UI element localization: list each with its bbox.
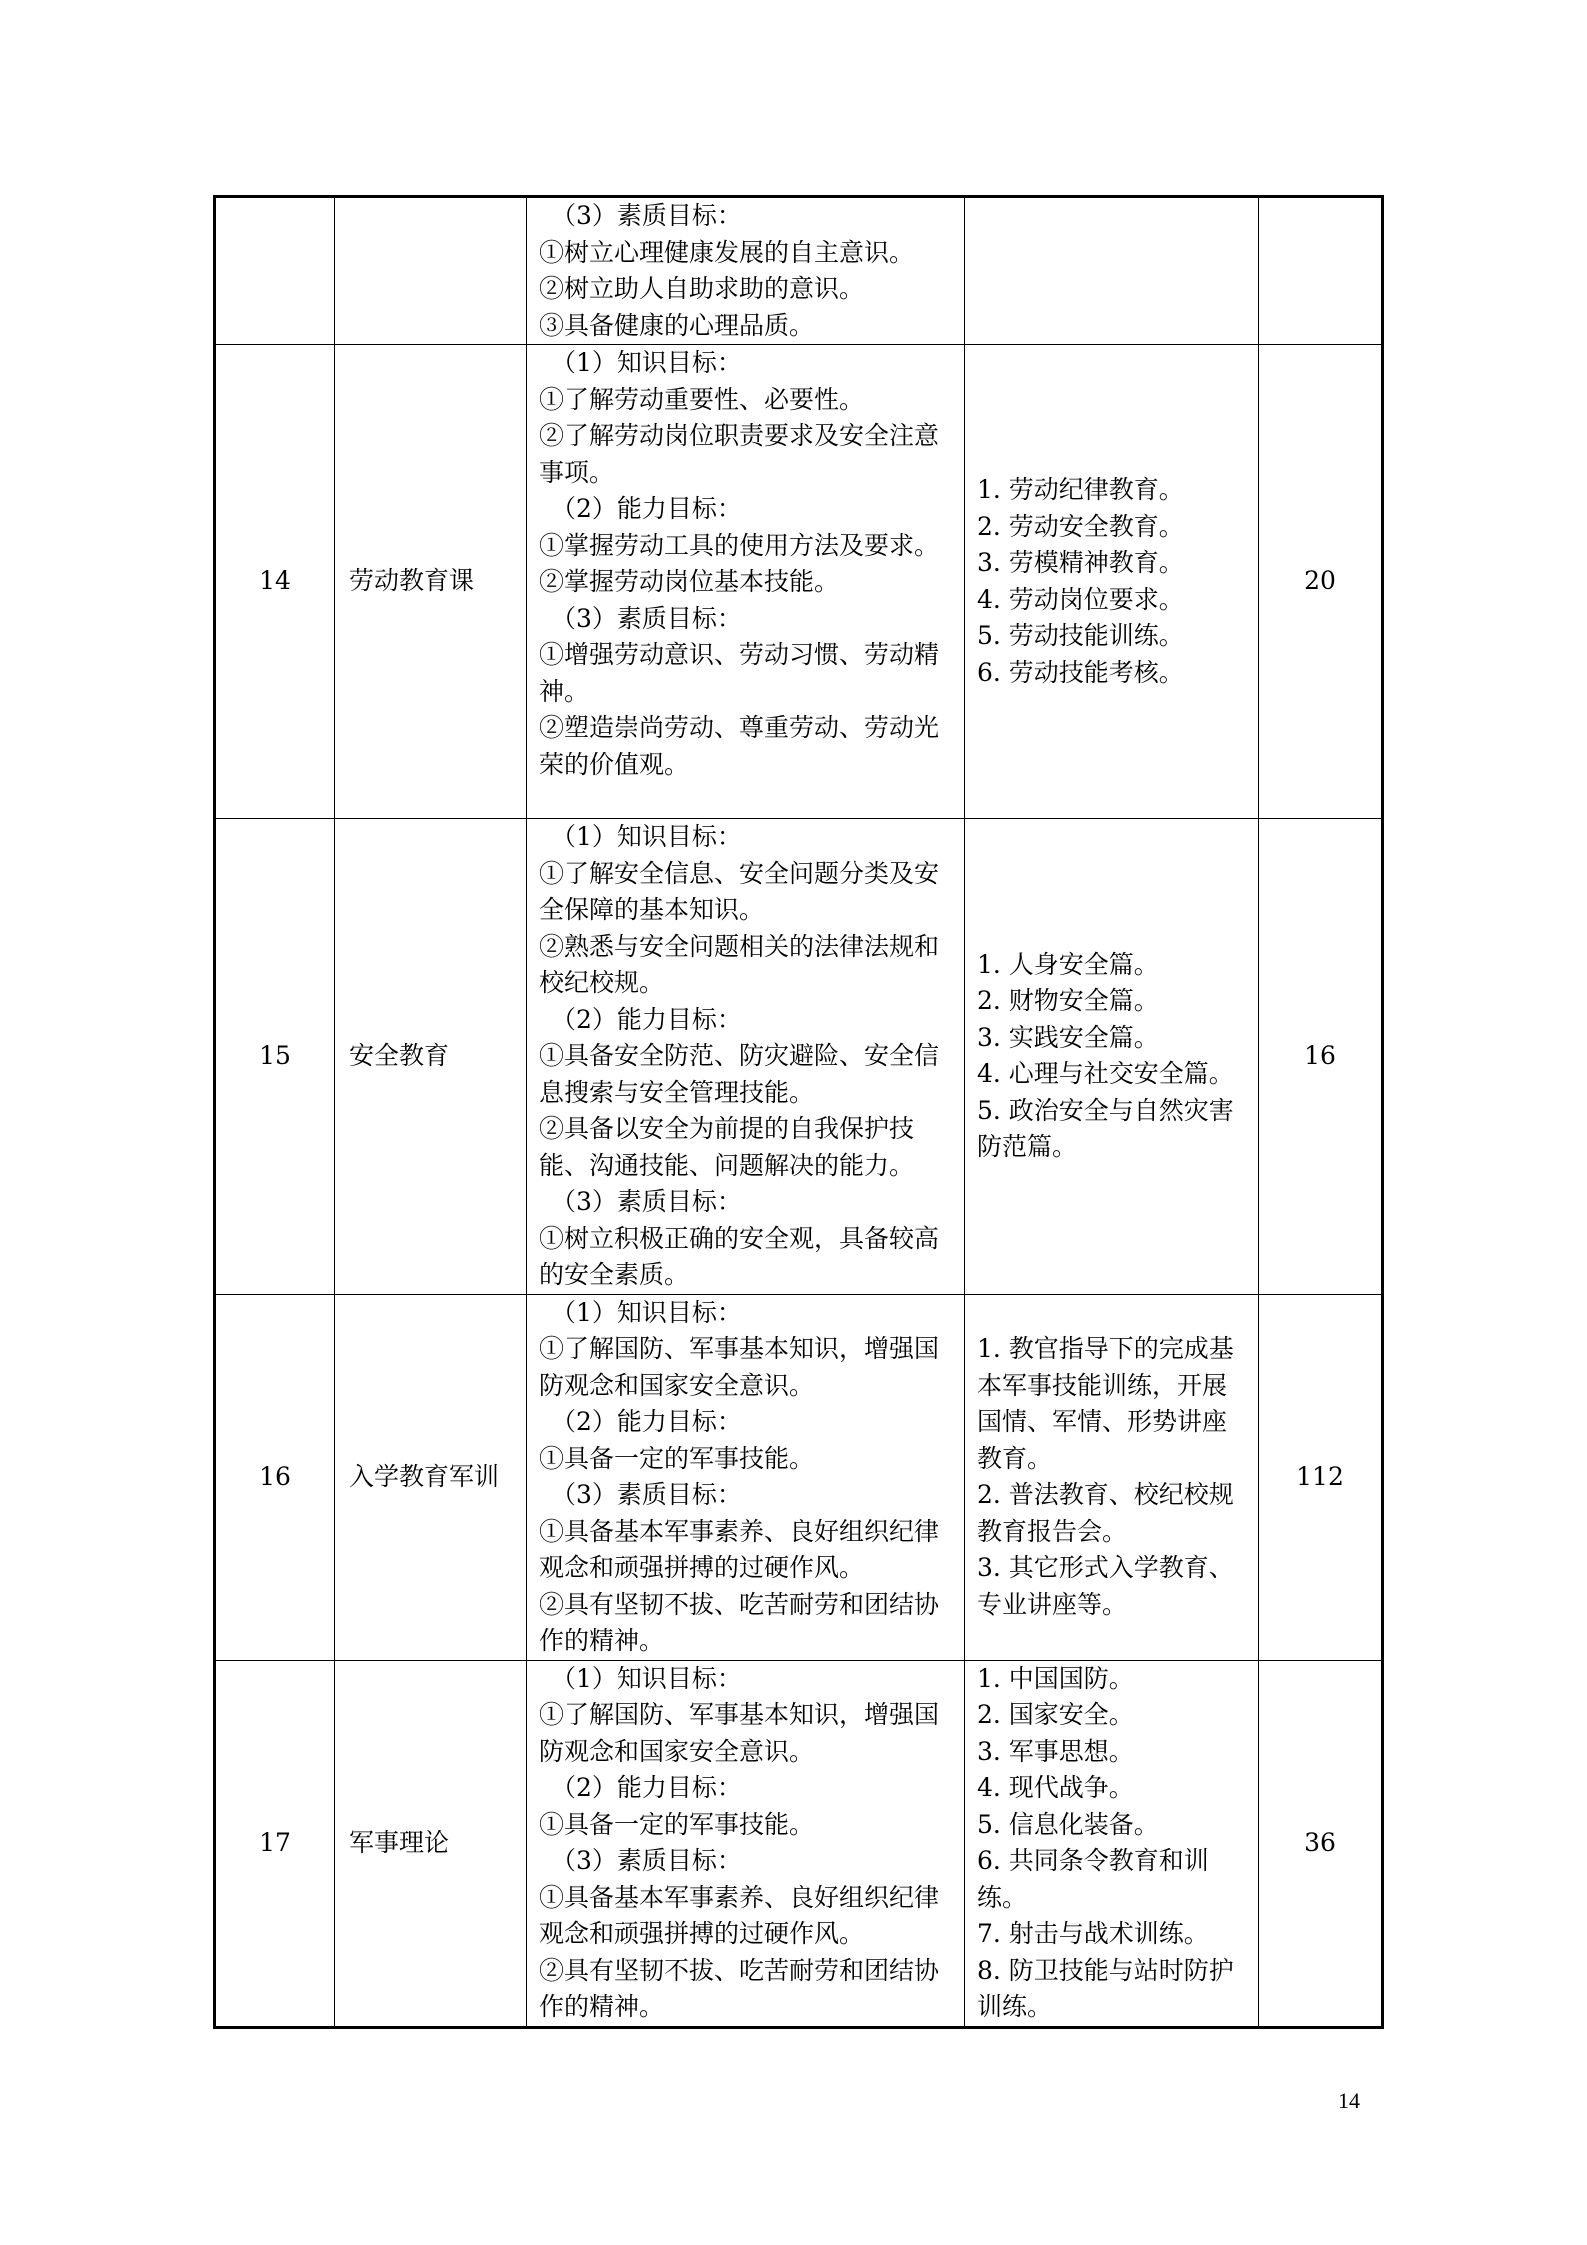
curriculum-table-body: [215, 197, 1383, 2028]
course-hours-cell: 20: [1259, 345, 1383, 819]
course-name-cell: 劳动教育课: [335, 345, 527, 819]
table-row: [215, 197, 1383, 345]
content-line: 8. 防卫技能与站时防护训练。: [977, 1955, 1234, 2021]
course-hours-cell: 112: [1259, 1294, 1383, 1660]
goal-line: ①了解国防、军事基本知识，增强国防观念和国家安全意识。: [539, 1334, 940, 1400]
curriculum-table: [213, 195, 1384, 2029]
goal-line: ①了解安全信息、安全问题分类及安全保障的基本知识。: [539, 858, 940, 924]
course-number-cell: 16: [215, 1294, 335, 1660]
course-content-cell: [965, 1660, 1259, 2027]
content-line: 2. 劳动安全教育。: [977, 511, 1184, 541]
goal-line: ②具有坚韧不拔、吃苦耐劳和团结协作的精神。: [539, 1955, 940, 2021]
goal-line: （1）知识目标：: [551, 822, 742, 851]
goal-line: （1）知识目标：: [551, 1297, 742, 1327]
content-line: 7. 射击与战术训练。: [977, 1919, 1209, 1948]
course-goals-cell: [527, 1660, 965, 2027]
goal-line: ③具备健康的心理品质。: [539, 310, 815, 340]
course-name-cell: [335, 197, 527, 345]
table-row: [215, 819, 1383, 1295]
content-line: 3. 实践安全篇。: [977, 1022, 1159, 1052]
course-content-cell: [965, 819, 1259, 1295]
goal-line: （2）能力目标：: [551, 1004, 742, 1034]
course-goals-cell: [527, 345, 965, 819]
goal-line: （2）能力目标：: [551, 1407, 742, 1436]
content-line: 1. 劳动纪律教育。: [977, 475, 1184, 504]
goal-line: ①具备安全防范、防灾避险、安全信息搜索与安全管理技能。: [539, 1041, 940, 1107]
table-row: [215, 1294, 1383, 1660]
course-content-cell: [965, 345, 1259, 819]
goal-line: （3）素质目标：: [551, 603, 742, 633]
goal-line: ①掌握劳动工具的使用方法及要求。: [539, 530, 940, 560]
goal-line: ①具备一定的军事技能。: [539, 1809, 815, 1839]
course-name-cell: 入学教育军训: [335, 1294, 527, 1660]
course-hours-cell: 16: [1259, 819, 1383, 1295]
content-line: 1. 人身安全篇。: [977, 949, 1159, 979]
course-number-cell: [215, 197, 335, 345]
content-line: 5. 劳动技能训练。: [977, 621, 1184, 650]
goal-line: （1）知识目标：: [551, 1663, 742, 1693]
content-line: 2. 国家安全。: [977, 1700, 1134, 1729]
goal-line: ②树立助人自助求助的意识。: [539, 274, 865, 303]
goal-line: （3）素质目标：: [551, 1187, 742, 1216]
goal-line: ①树立心理健康发展的自主意识。: [539, 237, 915, 267]
goal-line: ①了解劳动重要性、必要性。: [539, 384, 865, 414]
content-line: 1. 中国国防。: [977, 1663, 1134, 1693]
goal-line: ②具有坚韧不拔、吃苦耐劳和团结协作的精神。: [539, 1589, 940, 1655]
course-number-cell: 14: [215, 345, 335, 819]
content-line: 6. 劳动技能考核。: [977, 657, 1184, 687]
course-goals-cell: [527, 197, 965, 345]
goal-line: （3）素质目标：: [551, 1480, 742, 1509]
goal-line: ①树立积极正确的安全观，具备较高的安全素质。: [539, 1223, 940, 1289]
goal-line: ①具备一定的军事技能。: [539, 1443, 815, 1473]
content-line: 3. 其它形式入学教育、专业讲座等。: [977, 1553, 1234, 1619]
content-line: 4. 心理与社交安全篇。: [977, 1059, 1234, 1089]
content-line: 5. 信息化装备。: [977, 1809, 1159, 1839]
content-line: 2. 普法教育、校纪校规教育报告会。: [977, 1480, 1234, 1546]
goal-line: （3）素质目标：: [551, 1846, 742, 1875]
content-line: 3. 劳模精神教育。: [977, 548, 1184, 577]
course-number-cell: 17: [215, 1660, 335, 2027]
course-number-cell: 15: [215, 819, 335, 1295]
goal-line: ②掌握劳动岗位基本技能。: [539, 567, 840, 596]
goal-line: （2）能力目标：: [551, 494, 742, 523]
content-line: 1. 教官指导下的完成基本军事技能训练，开展国情、军情、形势讲座教育。: [977, 1334, 1234, 1473]
goal-line: ②熟悉与安全问题相关的法律法规和校纪校规。: [539, 931, 940, 997]
content-line: 4. 现代战争。: [977, 1773, 1134, 1802]
goal-line: ②具备以安全为前提的自我保护技能、沟通技能、问题解决的能力。: [539, 1114, 915, 1180]
content-line: 3. 军事思想。: [977, 1736, 1134, 1766]
table-row: [215, 345, 1383, 819]
course-content-cell: [965, 197, 1259, 345]
course-hours-cell: [1259, 197, 1383, 345]
goal-line: （3）素质目标：: [551, 201, 742, 230]
page-number: 14: [1338, 2088, 1360, 2113]
course-name-cell: 安全教育: [335, 819, 527, 1295]
content-line: 5. 政治安全与自然灾害防范篇。: [977, 1095, 1234, 1162]
content-line: 2. 财物安全篇。: [977, 986, 1159, 1016]
goal-line: ①了解国防、军事基本知识，增强国防观念和国家安全意识。: [539, 1700, 940, 1766]
course-name-cell: 军事理论: [335, 1660, 527, 2027]
goal-line: （2）能力目标：: [551, 1773, 742, 1802]
goal-line: ②了解劳动岗位职责要求及安全注意事项。: [539, 421, 940, 487]
goal-line: ①具备基本军事素养、良好组织纪律观念和顽强拼搏的过硬作风。: [539, 1516, 940, 1582]
table-row: [215, 1660, 1383, 2027]
goal-line: ①具备基本军事素养、良好组织纪律观念和顽强拼搏的过硬作风。: [539, 1882, 940, 1948]
goal-line: ②塑造崇尚劳动、尊重劳动、劳动光荣的价值观。: [539, 713, 940, 779]
course-content-cell: [965, 1294, 1259, 1660]
goal-line: （1）知识目标：: [551, 348, 742, 377]
goal-line: ①增强劳动意识、劳动习惯、劳动精神。: [539, 640, 940, 706]
content-line: 4. 劳动岗位要求。: [977, 584, 1184, 614]
course-goals-cell: [527, 1294, 965, 1660]
course-hours-cell: 36: [1259, 1660, 1383, 2027]
course-goals-cell: [527, 819, 965, 1295]
content-line: 6. 共同条令教育和训练。: [977, 1846, 1209, 1912]
